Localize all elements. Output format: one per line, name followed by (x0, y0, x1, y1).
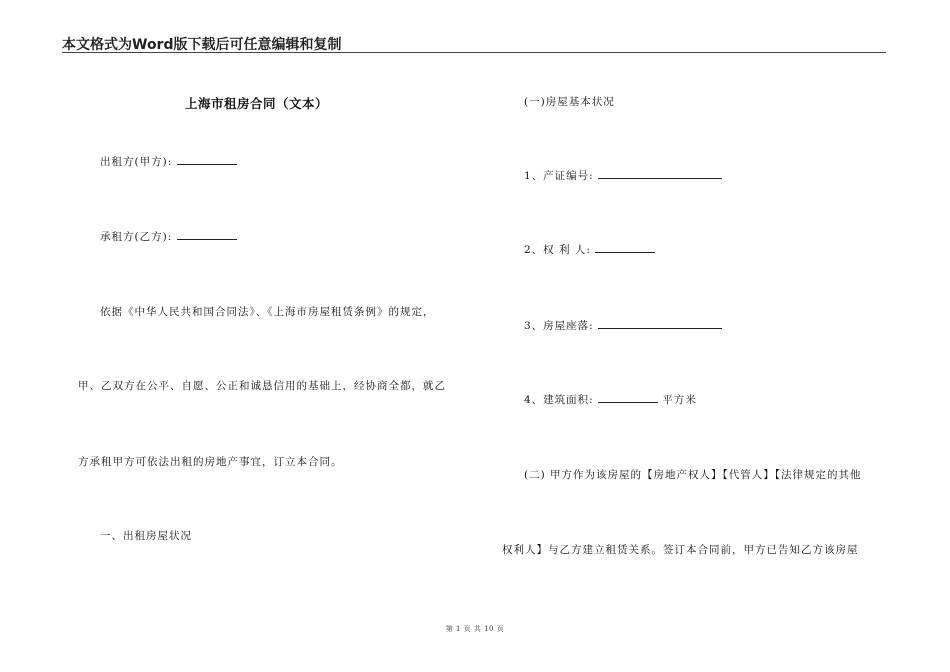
lessor-label: 出租方(甲方): (100, 156, 173, 168)
certificate-number-blank (598, 168, 722, 179)
rights-holder-blank (595, 242, 655, 253)
floor-area-unit: 平方米 (662, 394, 697, 406)
rights-holder-label: 2、权 利 人: (524, 244, 591, 256)
floor-area-line (524, 392, 697, 407)
lessee-label: 承租方(乙方): (100, 231, 173, 243)
paragraph-line: 权利人】与乙方建立租赁关系。签订本合同前，甲方已告知乙方该房屋 (502, 544, 859, 556)
lessee-line (100, 229, 237, 244)
paragraph-line: (二) 甲方作为该房屋的【房地产权人】【代管人】【法律规定的其他 (524, 469, 862, 481)
paragraph-line: 方承租甲方可依法出租的房地产事宜，订立本合同。 (78, 456, 343, 468)
page-number: 第 1 页 共 10 页 (445, 625, 505, 633)
rights-holder-line (524, 242, 655, 257)
subsection-heading: (一)房屋基本状况 (524, 96, 615, 108)
lessee-blank (177, 229, 237, 240)
document-header: 本文格式为Word版下载后可任意编辑和复制 (62, 37, 342, 53)
location-line (524, 318, 722, 333)
section-heading: 一、出租房屋状况 (100, 530, 192, 542)
header-divider (62, 52, 886, 53)
floor-area-label: 4、建筑面积: (524, 394, 594, 406)
paragraph-line: 依据《中华人民共和国合同法》、《上海市房屋租赁条例》的规定， (100, 306, 435, 318)
lessor-blank (177, 154, 237, 165)
location-blank (598, 318, 722, 329)
paragraph-line: 甲、乙双方在公平、自愿、公正和诚恳信用的基础上，经协商全都，就乙 (78, 380, 446, 392)
certificate-number-label: 1、产证编号: (524, 170, 594, 182)
location-label: 3、房屋座落: (524, 320, 594, 332)
document-title: 上海市租房合同（文本） (185, 96, 329, 111)
certificate-number-line (524, 168, 722, 183)
floor-area-blank (598, 392, 658, 403)
lessor-line (100, 154, 237, 169)
